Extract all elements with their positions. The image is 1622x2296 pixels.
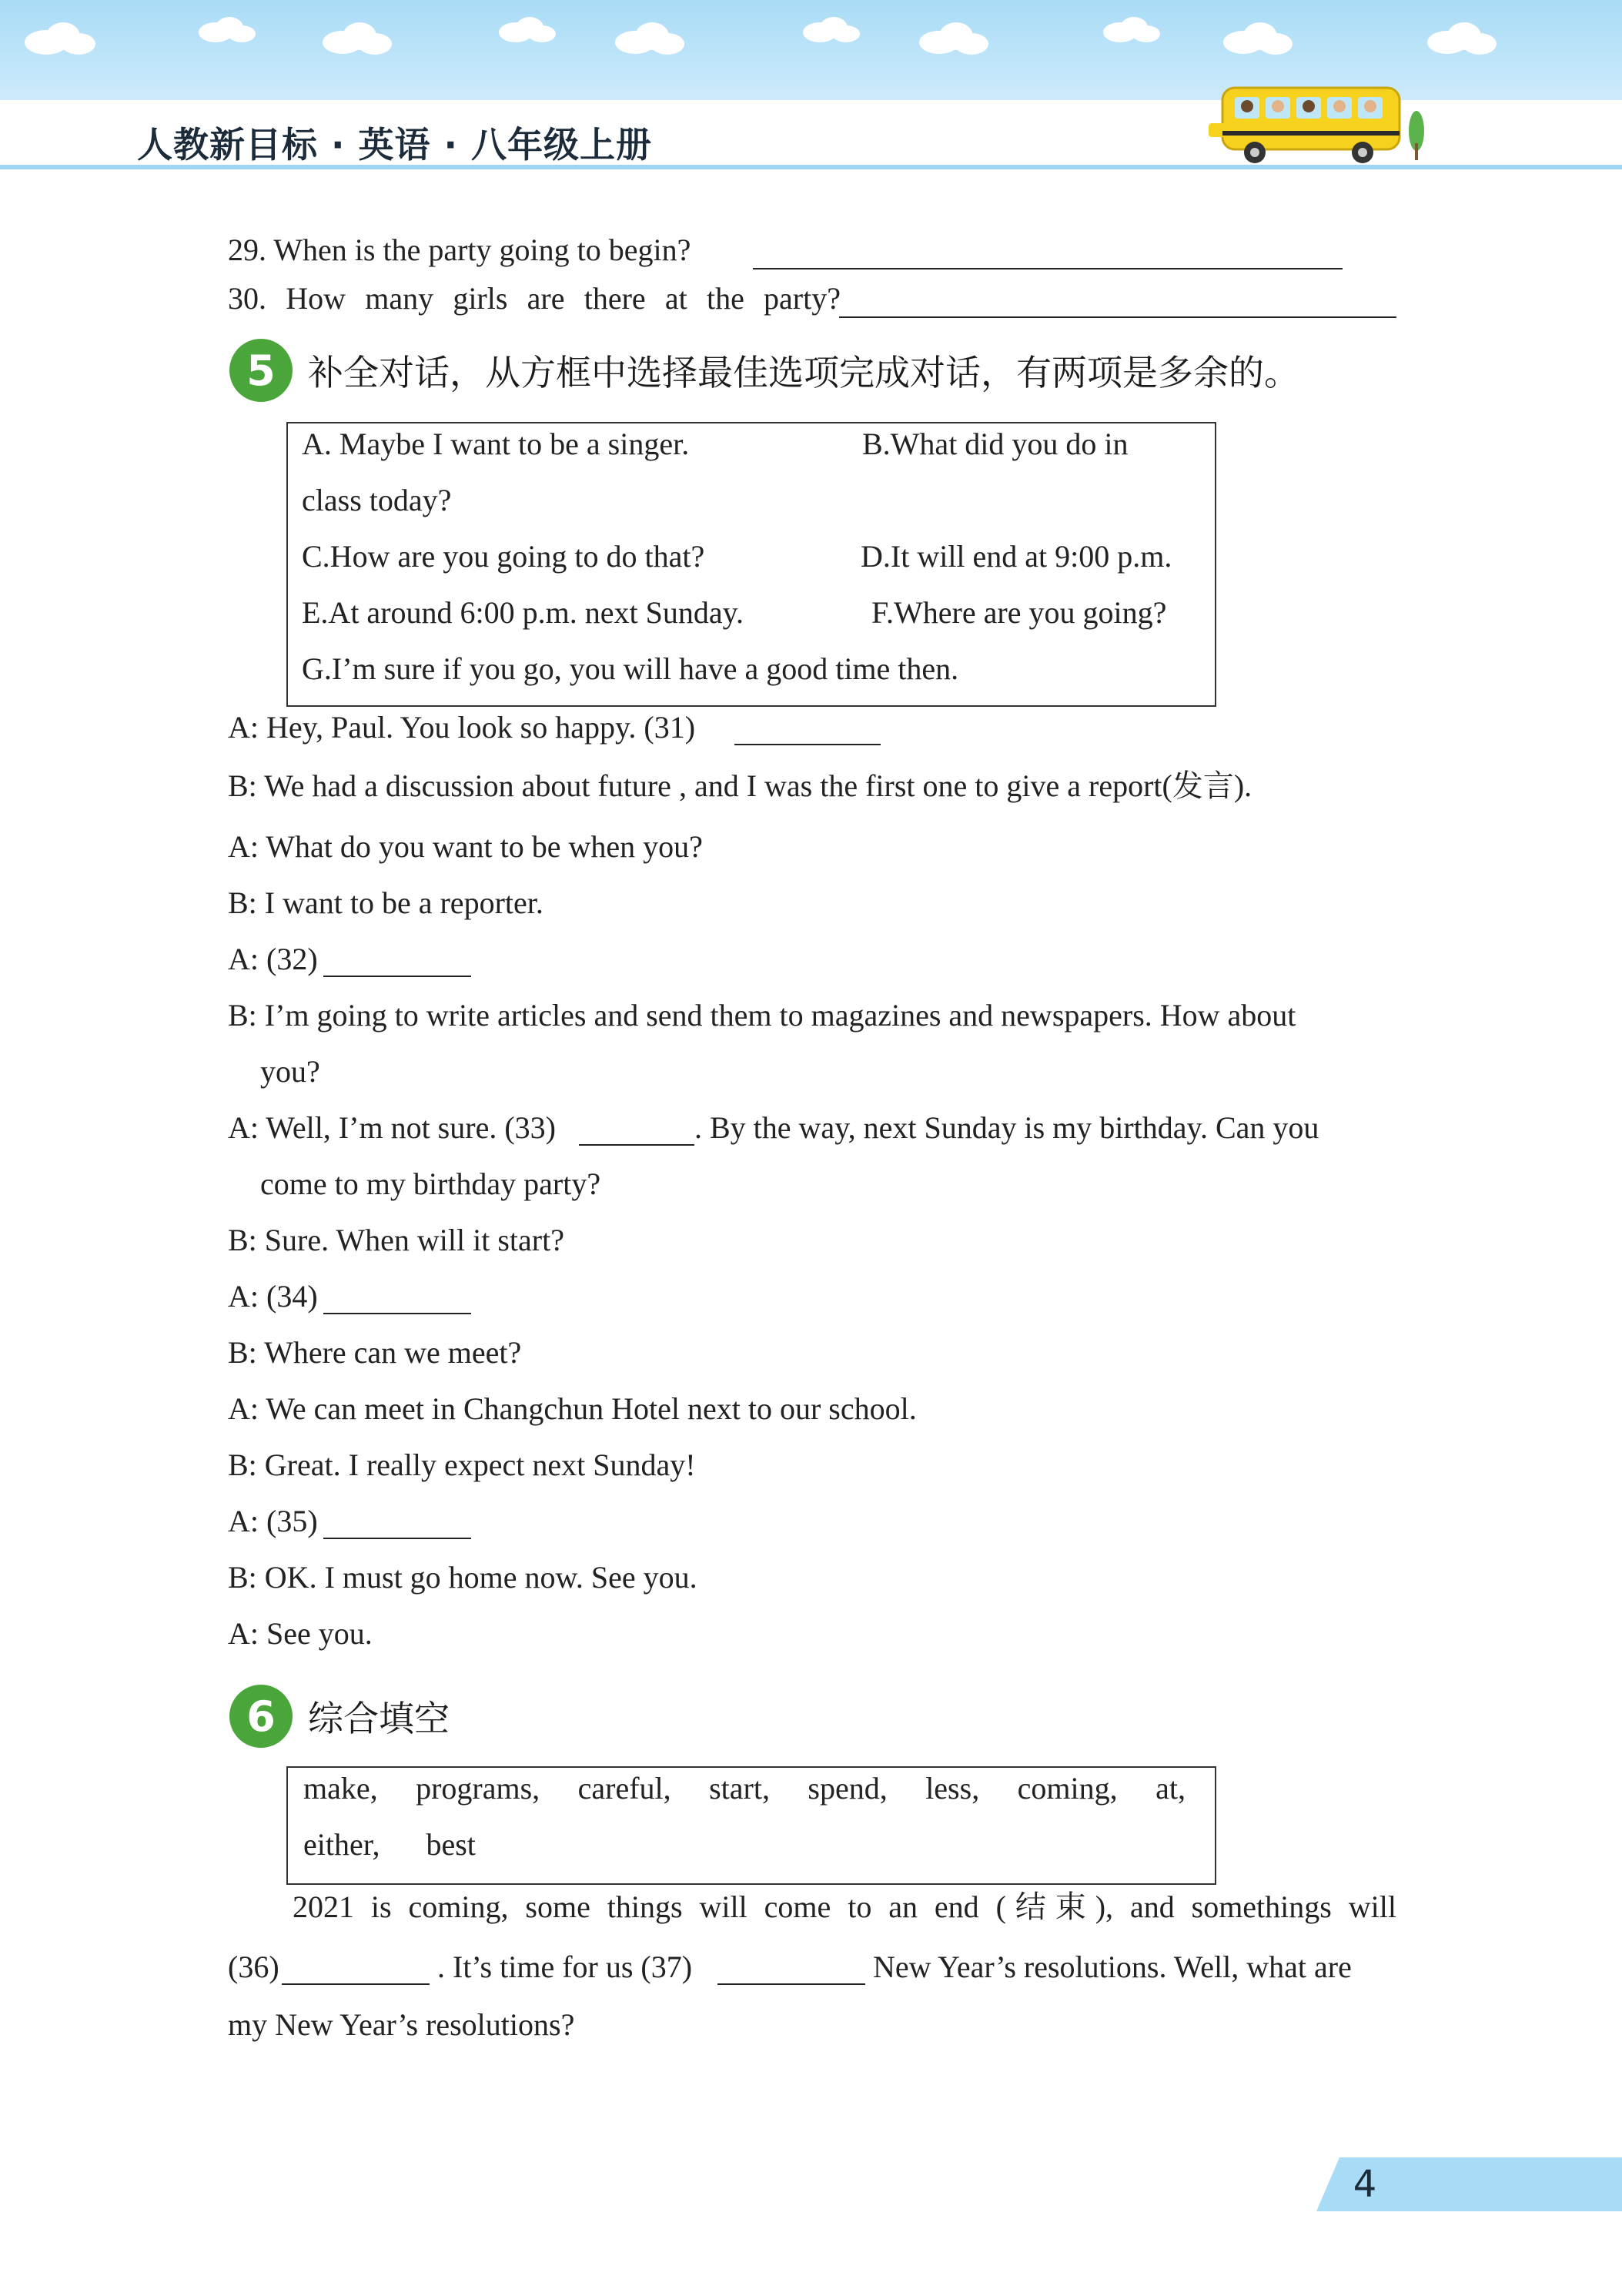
option-a: A. Maybe I want to be a singer. (302, 427, 690, 461)
dialogue-line: B: Where can we meet? (228, 1335, 522, 1370)
dialogue-line: B: Great. I really expect next Sunday! (228, 1448, 696, 1482)
dialogue-line: come to my birthday party? (260, 1166, 601, 1201)
answer-line-29[interactable] (753, 268, 1343, 269)
dialogue-line-34: A: (34) (228, 1279, 318, 1314)
school-bus-icon (1209, 77, 1440, 169)
word-bank-item: coming, (1017, 1771, 1118, 1806)
dialogue-line: B: Sure. When will it start? (228, 1223, 564, 1257)
passage-line-3: my New Year’s resolutions? (228, 2007, 575, 2042)
answer-line-34[interactable] (323, 1313, 471, 1314)
word-bank-item: start, (709, 1771, 770, 1806)
word-bank-item: best (426, 1827, 476, 1862)
passage-line-2-end: New Year’s resolutions. Well, what are (873, 1950, 1352, 1984)
dialogue-line: you? (260, 1054, 320, 1089)
page-number: 4 (1353, 2163, 1377, 2206)
word-bank-item: make, (303, 1771, 378, 1806)
word-bank-item: at, (1155, 1771, 1186, 1806)
passage-line-1: 2021 is coming, some things will come to an end (结束), and somethings will (293, 1889, 1396, 1924)
dialogue-line: A: See you. (228, 1616, 373, 1651)
dialogue-line-35: A: (35) (228, 1504, 318, 1538)
answer-line-33[interactable] (579, 1144, 694, 1146)
word-bank-item: programs, (416, 1771, 540, 1806)
section-6-title: 综合填空 (308, 1698, 450, 1739)
section-6-badge: 6 (229, 1685, 293, 1748)
question-29: 29. When is the party going to begin? (228, 233, 691, 267)
dialogue-line: A: We can meet in Changchun Hotel next to our school. (228, 1391, 917, 1426)
option-c: C.How are you going to do that? (302, 539, 705, 574)
dialogue-line-33: A: Well, I’m not sure. (33) (228, 1110, 556, 1145)
answer-line-36[interactable] (282, 1983, 430, 1985)
option-g: G.I’m sure if you go, you will have a good time then. (302, 651, 959, 686)
answer-line-31[interactable] (734, 744, 881, 745)
passage-line-37: . It’s time for us (37) (437, 1950, 693, 1984)
word-bank-item: spend, (808, 1771, 888, 1806)
word-bank-item: either, (303, 1827, 380, 1862)
option-f: F.Where are you going? (871, 595, 1167, 630)
answer-line-37[interactable] (717, 1983, 865, 1985)
section-5-badge: 5 (229, 339, 293, 402)
dialogue-line: A: What do you want to be when you? (228, 829, 703, 864)
dialogue-line: B: We had a discussion about future , and I was the first one to give a report(发言). (228, 768, 1252, 803)
dialogue-line: B: I want to be a reporter. (228, 885, 543, 920)
book-title: 人教新目标 · 英语 · 八年级上册 (137, 124, 653, 166)
word-bank-line-2 (303, 1826, 476, 1864)
dialogue-line: B: OK. I must go home now. See you. (228, 1560, 697, 1595)
word-bank-line-1 (303, 1769, 1186, 1808)
question-30: 30. How many girls are there at the party? (228, 281, 841, 316)
word-bank-item: careful, (577, 1771, 671, 1806)
answer-line-30[interactable] (839, 316, 1396, 318)
option-d: D.It will end at 9:00 p.m. (861, 539, 1172, 574)
option-b-continued: class today? (302, 483, 452, 517)
option-e: E.At around 6:00 p.m. next Sunday. (302, 595, 744, 630)
passage-line-36: (36) (228, 1950, 279, 1984)
section-5-title: 补全对话，从方框中选择最佳选项完成对话，有两项是多余的。 (308, 352, 1299, 393)
word-bank-item: less, (925, 1771, 980, 1806)
dialogue-line-31: A: Hey, Paul. You look so happy. (31) (228, 710, 696, 745)
option-b: B.What did you do in (862, 427, 1129, 461)
dialogue-line-33-continued: . By the way, next Sunday is my birthday. Can you (694, 1110, 1319, 1145)
dialogue-line: B: I’m going to write articles and send them to magazines and newspapers. How about (228, 998, 1296, 1033)
answer-line-35[interactable] (323, 1538, 471, 1539)
answer-line-32[interactable] (323, 976, 471, 977)
dialogue-line-32: A: (32) (228, 942, 318, 976)
